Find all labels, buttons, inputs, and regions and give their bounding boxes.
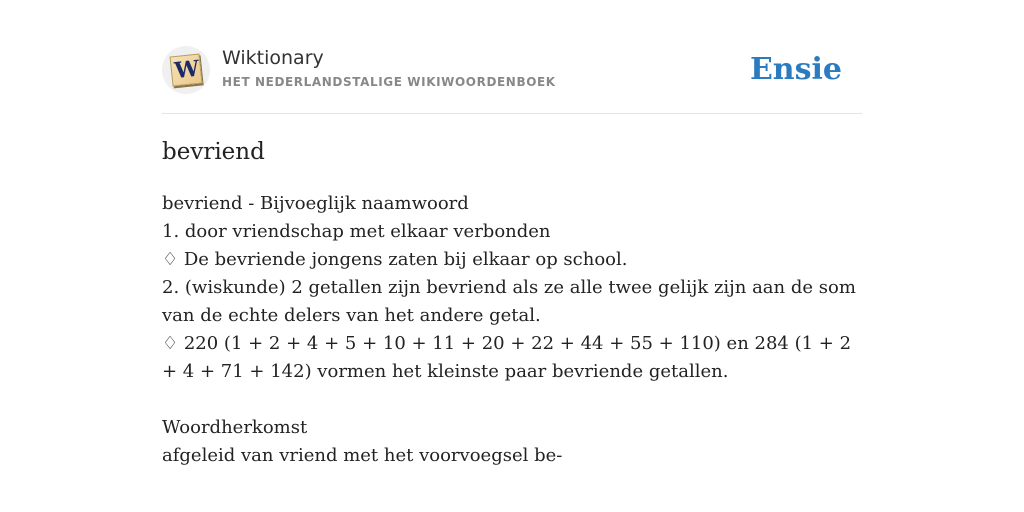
logo-letter: W (173, 55, 201, 85)
logo-tile (170, 54, 203, 87)
header-divider (162, 113, 862, 114)
etymology-heading: Woordherkomst (162, 417, 308, 438)
part-of-speech-line: bevriend - Bijvoeglijk naamwoord (162, 193, 469, 214)
site-title[interactable]: Wiktionary (222, 47, 324, 69)
ensie-brand-link[interactable]: Ensie (749, 52, 842, 87)
definition-1: 1. door vriendschap met elkaar verbonden (162, 221, 551, 242)
site-header (162, 46, 862, 96)
entry-content (162, 190, 862, 470)
page-title: bevriend (162, 139, 265, 165)
etymology-text: afgeleid van vriend met het voorvoegsel be- (162, 445, 563, 466)
example-2: ♢ 220 (1 + 2 + 4 + 5 + 10 + 11 + 20 + 22 + 44 + 55 + 110) en 284 (1 + 2 + 4 + 71 + 142) vormen het kleinste paar bevriende getallen. (162, 333, 852, 382)
site-subtitle: HET NEDERLANDSTALIGE WIKIWOORDENBOEK (222, 75, 556, 89)
section-gap (162, 386, 862, 414)
definition-2: 2. (wiskunde) 2 getallen zijn bevriend als ze alle twee gelijk zijn aan de som van de echte delers van het andere getal. (162, 277, 856, 326)
example-1: ♢ De bevriende jongens zaten bij elkaar op school. (162, 249, 628, 270)
wiktionary-logo-icon[interactable] (162, 46, 210, 94)
